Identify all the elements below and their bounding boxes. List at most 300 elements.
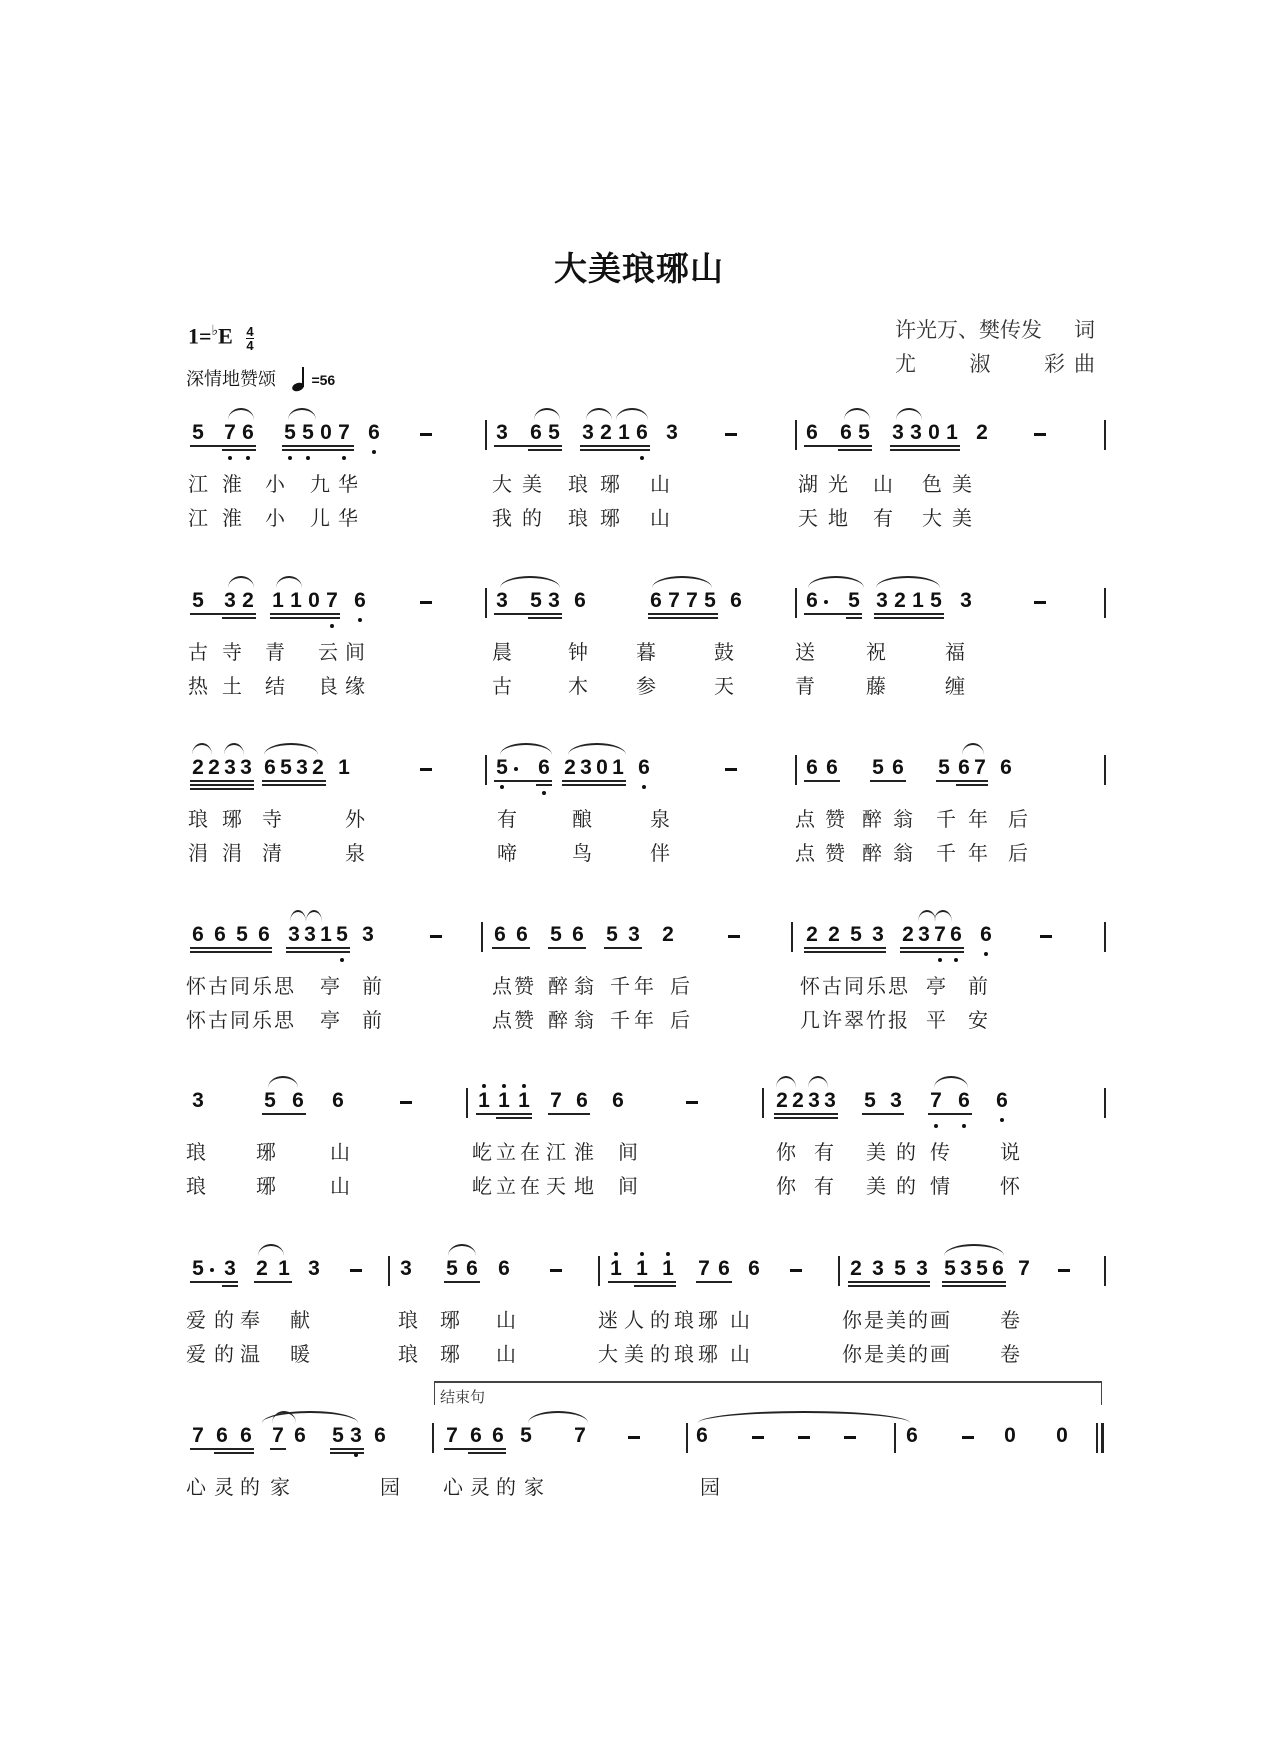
note-digit: 3 (910, 421, 922, 444)
note-digit: 1 (478, 1089, 490, 1112)
note-digit: 5 (336, 923, 348, 946)
lyric-char: 我 (492, 506, 512, 530)
lyric-char: 琅 (674, 1342, 694, 1366)
lyric-char: 的 (496, 1475, 516, 1499)
lyric-char: 琅 (568, 472, 588, 496)
lyric-char: 美 (866, 1140, 886, 1164)
note-digit: 7 (550, 1089, 562, 1112)
octave-up-dot (640, 1252, 644, 1256)
lyric-char: 年 (968, 841, 988, 865)
lyric-char: 灵 (214, 1475, 234, 1499)
augmentation-dot (210, 1268, 214, 1272)
composer-role: 曲 (1074, 352, 1095, 376)
octave-down-dot (340, 958, 344, 962)
note-digit: 5 (302, 421, 314, 444)
note-digit: 3 (628, 923, 640, 946)
lyric-char: 泉 (345, 841, 365, 865)
underline-beam (580, 449, 650, 451)
underline-beam (270, 613, 340, 615)
note-digit: 5 (864, 1089, 876, 1112)
note-digit: 3 (224, 756, 236, 779)
note-digit: 1 (636, 1257, 648, 1280)
lyric-char: 古 (208, 974, 228, 998)
underline-beam (222, 617, 256, 619)
lyric-char: 寺 (262, 807, 282, 831)
note-digit: 1 (498, 1089, 510, 1112)
lyric-char: 画 (930, 1342, 950, 1366)
lyric-char: 美 (624, 1342, 644, 1366)
underline-beam (846, 617, 862, 619)
underline-beam (804, 445, 872, 447)
barline (1104, 922, 1106, 952)
lyric-char: 后 (1008, 807, 1028, 831)
lyric-char: 山 (730, 1308, 750, 1332)
lyric-char: 湖 (798, 472, 818, 496)
lyric-char: 家 (524, 1475, 544, 1499)
barline (481, 922, 483, 952)
underline-beam (282, 449, 354, 451)
note-digit: 3 (824, 1089, 836, 1112)
note-digit: 6 (216, 1424, 228, 1447)
note-digit: 2 (208, 756, 220, 779)
underline-beam (494, 613, 562, 615)
augmentation-dot (514, 767, 518, 771)
underline-beam (804, 947, 886, 949)
lyric-char: 点 (795, 807, 815, 831)
lyric-char: 晨 (492, 640, 512, 664)
barline (791, 922, 793, 952)
note-digit: 1 (320, 923, 332, 946)
note-digit: 1 (618, 421, 630, 444)
note-digit: 1 (946, 421, 958, 444)
lyric-char: 赞 (825, 841, 845, 865)
lyric-char: 家 (270, 1475, 290, 1499)
note-digit: 0 (308, 589, 320, 612)
underline-beam (580, 445, 650, 447)
note-digit: 5 (192, 421, 204, 444)
lyric-char: 间 (618, 1174, 638, 1198)
sustain-dash (420, 433, 432, 436)
barline (1104, 420, 1106, 450)
lyric-char: 千 (936, 841, 956, 865)
lyric-char: 你 (842, 1308, 862, 1332)
note-digit: 7 (224, 421, 236, 444)
lyric-char: 美 (886, 1308, 906, 1332)
note-digit: 6 (906, 1424, 918, 1447)
note-digit: 6 (572, 923, 584, 946)
note-digit: 5 (284, 421, 296, 444)
underline-beam (604, 947, 642, 949)
note-digit: 6 (980, 923, 992, 946)
tempo-marking (186, 365, 335, 391)
composer-char: 尤 (895, 352, 916, 376)
lyric-char: 园 (700, 1475, 720, 1499)
note-digit: 3 (876, 589, 888, 612)
lyric-char: 钟 (568, 640, 588, 664)
note-digit: 2 (662, 923, 674, 946)
lyric-char: 土 (222, 674, 242, 698)
note-digit: 1 (912, 589, 924, 612)
note-digit: 3 (916, 1257, 928, 1280)
sustain-dash (725, 433, 737, 436)
underline-beam (862, 1113, 904, 1115)
note-digit: 3 (960, 589, 972, 612)
underline-beam (528, 449, 562, 451)
lyric-char: 外 (345, 807, 365, 831)
underline-beam (848, 1285, 930, 1287)
note-digit: 1 (518, 1089, 530, 1112)
note-digit: 2 (806, 923, 818, 946)
lyric-char: 怀 (186, 1008, 206, 1032)
barline (795, 588, 797, 618)
note-digit: 7 (930, 1089, 942, 1112)
lyric-char: 人 (624, 1308, 644, 1332)
underline-beam (494, 445, 562, 447)
note-digit: 6 (806, 421, 818, 444)
octave-down-dot (500, 785, 504, 789)
key-letter: E (218, 323, 233, 349)
underline-beam (444, 1448, 506, 1450)
key-tonic: 1= (188, 323, 212, 349)
lyric-char: 美 (866, 1174, 886, 1198)
note-digit: 3 (240, 756, 252, 779)
lyric-char: 屹 (472, 1140, 492, 1164)
octave-down-dot (288, 456, 292, 460)
note-digit: 3 (666, 421, 678, 444)
note-digit: 5 (192, 1257, 204, 1280)
lyric-char: 的 (214, 1308, 234, 1332)
note-digit: 5 (704, 589, 716, 612)
note-digit: 3 (224, 589, 236, 612)
note-digit: 2 (564, 756, 576, 779)
note-digit: 5 (236, 923, 248, 946)
note-digit: 3 (872, 1257, 884, 1280)
underline-beam (222, 449, 256, 451)
lyric-char: 啼 (497, 841, 517, 865)
underline-beam (286, 951, 350, 953)
underline-beam (262, 780, 326, 782)
lyric-char: 琊 (698, 1342, 718, 1366)
barline (1104, 755, 1106, 785)
lyric-char: 琅 (186, 1174, 206, 1198)
note-digit: 2 (192, 756, 204, 779)
note-digit: 0 (1004, 1424, 1016, 1447)
underline-beam (190, 788, 254, 790)
barline (485, 755, 487, 785)
note-digit: 7 (686, 589, 698, 612)
note-digit: 7 (574, 1424, 586, 1447)
note-digit: 6 (748, 1257, 760, 1280)
underline-beam (942, 1285, 1006, 1287)
notation-row (0, 1257, 1278, 1438)
underline-beam (900, 951, 964, 953)
lyric-char: 参 (636, 674, 656, 698)
octave-down-dot (228, 456, 232, 460)
lyric-char: 情 (930, 1174, 950, 1198)
underline-beam (190, 947, 272, 949)
lyric-char: 大 (492, 472, 512, 496)
note-digit: 6 (730, 589, 742, 612)
slur-arc (896, 408, 922, 420)
lyric-char: 古 (822, 974, 842, 998)
lyric-char: 美 (952, 472, 972, 496)
underline-beam (190, 780, 254, 782)
lyric-char: 亭 (926, 974, 946, 998)
lyric-char: 翁 (574, 1008, 594, 1032)
key-signature (188, 323, 254, 352)
note-digit: 2 (850, 1257, 862, 1280)
note-digit: 3 (872, 923, 884, 946)
note-digit: 5 (446, 1257, 458, 1280)
underline-beam (190, 613, 256, 615)
lyric-char: 是 (864, 1342, 884, 1366)
slur-arc (288, 408, 316, 420)
time-top: 4 (246, 323, 254, 339)
song-title: 大美琅琊山 (554, 249, 724, 288)
lyric-char: 的 (908, 1308, 928, 1332)
lyric-char: 光 (828, 472, 848, 496)
lyric-char: 后 (1008, 841, 1028, 865)
note-digit: 3 (582, 421, 594, 444)
sustain-dash (752, 1436, 764, 1439)
underline-beam (468, 1452, 506, 1454)
underline-beam (214, 1452, 254, 1454)
lyric-char: 暖 (290, 1342, 310, 1366)
sustain-dash (430, 935, 442, 938)
lyric-char: 藤 (866, 674, 886, 698)
note-digit: 5 (976, 1257, 988, 1280)
lyric-char: 有 (814, 1140, 834, 1164)
underline-beam (286, 947, 350, 949)
lyric-char: 怀 (800, 974, 820, 998)
slur-arc (534, 408, 560, 420)
note-digit: 7 (446, 1424, 458, 1447)
lyric-char: 结 (265, 674, 285, 698)
note-digit: 3 (350, 1424, 362, 1447)
note-digit: 3 (548, 589, 560, 612)
note-digit: 7 (974, 756, 986, 779)
note-digit: 6 (530, 421, 542, 444)
lyric-char: 报 (888, 1008, 908, 1032)
note-digit: 6 (258, 923, 270, 946)
barline (485, 420, 487, 450)
note-digit: 6 (354, 589, 366, 612)
lyric-char: 奉 (240, 1308, 260, 1332)
lyric-char: 安 (968, 1008, 988, 1032)
augmentation-dot (824, 600, 828, 604)
note-digit: 1 (662, 1257, 674, 1280)
note-digit: 7 (668, 589, 680, 612)
note-digit: 6 (494, 923, 506, 946)
lyric-char: 大 (922, 506, 942, 530)
lyric-char: 同 (844, 974, 864, 998)
note-digit: 6 (466, 1257, 478, 1280)
note-digit: 6 (840, 421, 852, 444)
lyric-char: 山 (496, 1308, 516, 1332)
barline (432, 1423, 434, 1453)
underline-beam (956, 784, 988, 786)
note-digit: 7 (1018, 1257, 1030, 1280)
barline (838, 1256, 840, 1286)
lyric-char: 美 (522, 472, 542, 496)
lyric-char: 青 (265, 640, 285, 664)
note-digit: 2 (902, 923, 914, 946)
octave-down-dot (342, 456, 346, 460)
quarter-note-icon (294, 367, 304, 391)
lyric-char: 怀 (186, 974, 206, 998)
note-digit: 1 (272, 589, 284, 612)
barline (485, 588, 487, 618)
barline (795, 755, 797, 785)
lyric-char: 琊 (600, 472, 620, 496)
slur-arc (616, 408, 648, 420)
note-digit: 7 (326, 589, 338, 612)
lyric-char: 翁 (893, 807, 913, 831)
note-digit: 5 (858, 421, 870, 444)
sustain-dash (420, 768, 432, 771)
expression-text: 深情地赞颂 (186, 369, 276, 390)
note-digit: 0 (1056, 1424, 1068, 1447)
sustain-dash (1058, 1269, 1070, 1272)
lyric-char: 有 (497, 807, 517, 831)
barline (894, 1423, 896, 1453)
lyric-char: 缠 (945, 674, 965, 698)
barline (1104, 588, 1106, 618)
note-digit: 6 (950, 923, 962, 946)
sustain-dash (725, 768, 737, 771)
lyric-char: 前 (362, 1008, 382, 1032)
lyric-char: 立 (496, 1174, 516, 1198)
lyric-char: 画 (930, 1308, 950, 1332)
note-digit: 3 (918, 923, 930, 946)
lyric-char: 灵 (470, 1475, 490, 1499)
underline-beam (222, 1285, 238, 1287)
lyric-char: 竹 (866, 1008, 886, 1032)
note-digit: 3 (496, 589, 508, 612)
lyric-char: 美 (952, 506, 972, 530)
lyric-char: 亭 (320, 1008, 340, 1032)
lyric-char: 天 (714, 674, 734, 698)
note-digit: 1 (338, 756, 350, 779)
note-digit: 3 (288, 923, 300, 946)
flat-icon: ♭ (211, 324, 219, 339)
underline-beam (804, 951, 886, 953)
lyric-char: 清 (262, 841, 282, 865)
note-digit: 5 (548, 421, 560, 444)
lyric-char: 醉 (548, 974, 568, 998)
lyric-char: 琅 (398, 1308, 418, 1332)
lyric-char: 你 (842, 1342, 862, 1366)
lyric-char: 天 (546, 1174, 566, 1198)
lyric-char: 淮 (222, 506, 242, 530)
lyric-char: 地 (574, 1174, 594, 1198)
tempo-bpm: =56 (311, 372, 336, 388)
underline-beam (562, 784, 626, 786)
lyric-char: 翁 (893, 841, 913, 865)
lyric-char: 琅 (674, 1308, 694, 1332)
note-digit: 5 (938, 756, 950, 779)
lyric-char: 点 (492, 974, 512, 998)
note-digit: 6 (636, 421, 648, 444)
note-digit: 0 (596, 756, 608, 779)
underline-beam (890, 449, 960, 451)
time-bottom: 4 (246, 337, 254, 353)
lyric-char: 酿 (572, 807, 592, 831)
lyric-char: 热 (188, 674, 208, 698)
note-digit: 5 (520, 1424, 532, 1447)
sustain-dash (728, 935, 740, 938)
lyric-char: 江 (188, 506, 208, 530)
lyric-char: 琊 (222, 807, 242, 831)
lyric-char: 良 (318, 674, 338, 698)
slur-arc (228, 408, 254, 420)
note-digit: 5 (894, 1257, 906, 1280)
octave-down-dot (372, 450, 376, 454)
lyric-char: 的 (650, 1342, 670, 1366)
underline-beam (890, 445, 960, 447)
note-digit: 2 (894, 589, 906, 612)
lyric-char: 缘 (345, 674, 365, 698)
lyric-char: 云 (318, 640, 338, 664)
octave-down-dot (246, 456, 250, 460)
lyric-char: 小 (265, 506, 285, 530)
lyric-char: 点 (492, 1008, 512, 1032)
note-digit: 5 (192, 589, 204, 612)
note-digit: 3 (580, 756, 592, 779)
note-digit: 6 (958, 1089, 970, 1112)
lyric-char: 暮 (636, 640, 656, 664)
lyric-char: 华 (338, 472, 358, 496)
note-digit: 1 (610, 1257, 622, 1280)
underline-beam (774, 1113, 838, 1115)
note-digit: 5 (280, 756, 292, 779)
lyric-char: 许 (822, 1008, 842, 1032)
sustain-dash (1040, 935, 1052, 938)
lyric-char: 翁 (574, 974, 594, 998)
underline-beam (874, 613, 944, 615)
underline-beam (190, 784, 254, 786)
underline-beam (330, 1452, 364, 1454)
lyric-char: 山 (650, 472, 670, 496)
lyric-char: 美 (886, 1342, 906, 1366)
note-digit: 5 (550, 923, 562, 946)
underline-beam (696, 1281, 732, 1283)
note-digit: 6 (650, 589, 662, 612)
note-digit: 6 (826, 756, 838, 779)
note-digit: 6 (498, 1257, 510, 1280)
sustain-dash (844, 1436, 856, 1439)
lyric-char: 山 (873, 472, 893, 496)
note-digit: 1 (278, 1257, 290, 1280)
lyric-char: 儿 (310, 506, 330, 530)
underline-beam (496, 1117, 532, 1119)
note-digit: 6 (696, 1424, 708, 1447)
note-digit: 6 (332, 1089, 344, 1112)
lyric-char: 翠 (844, 1008, 864, 1032)
note-digit: 2 (792, 1089, 804, 1112)
lyricist-names: 许光万、樊传发 (895, 318, 1042, 342)
underline-beam (444, 1281, 480, 1283)
note-digit: 6 (492, 1424, 504, 1447)
lyric-char: 琅 (398, 1342, 418, 1366)
sustain-dash (400, 1101, 412, 1104)
underline-beam (254, 1281, 292, 1283)
underline-beam (548, 947, 586, 949)
note-digit: 6 (992, 1257, 1004, 1280)
octave-up-dot (666, 1252, 670, 1256)
lyric-char: 古 (208, 1008, 228, 1032)
lyric-char: 送 (795, 640, 815, 664)
